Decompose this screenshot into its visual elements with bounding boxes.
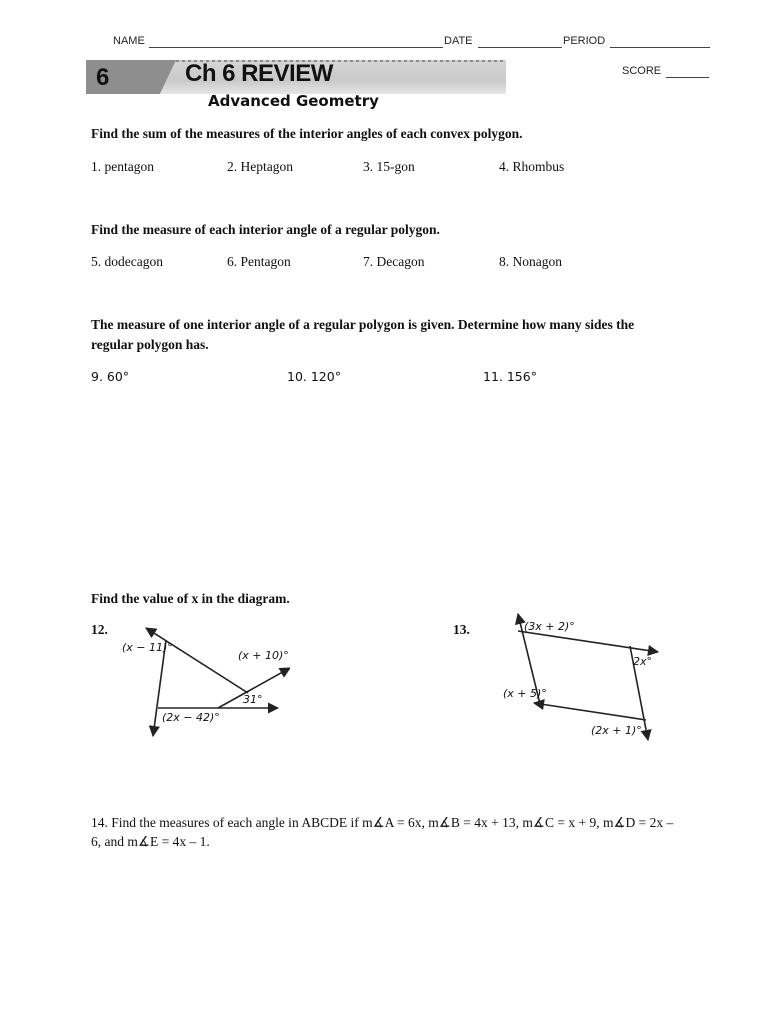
ray-top-13: [518, 631, 658, 652]
problem-13-number: 13.: [453, 622, 470, 637]
problem-10: 10. 120°: [287, 369, 341, 384]
date-label: DATE: [444, 35, 473, 47]
problem-9: 9. 60°: [91, 369, 130, 384]
score-field[interactable]: [666, 77, 709, 78]
label-2x-minus-42: (2x − 42)°: [162, 711, 220, 724]
problem-3: 3. 15-gon: [363, 159, 415, 174]
ray-top: [146, 628, 248, 693]
score-label: SCORE: [622, 65, 662, 77]
section1-instruction: Find the sum of the measures of the interior angles of each convex polygon.: [91, 126, 523, 141]
name-field[interactable]: [149, 47, 443, 48]
section3-instruction-line2: regular polygon has.: [91, 337, 209, 352]
page-title: Ch 6 REVIEW: [185, 60, 333, 87]
section2-instruction: Find the measure of each interior angle of a regular polygon.: [91, 222, 440, 237]
period-field[interactable]: [610, 47, 710, 48]
problem-8: 8. Nonagon: [499, 254, 562, 269]
problem-12-diagram: [110, 620, 290, 745]
problem-2: 2. Heptagon: [227, 159, 293, 174]
label-3x-plus-2: (3x + 2)°: [524, 620, 575, 633]
problem-6: 6. Pentagon: [227, 254, 291, 269]
label-x-minus-11: (x − 11)°: [122, 641, 173, 654]
problem-12-number: 12.: [91, 622, 108, 637]
problem-14-line1: 14. Find the measures of each angle in ABCDE if m∡A = 6x, m∡B = 4x + 13, m∡C = x + 9, m∡D = 2x –: [91, 815, 674, 830]
problem-14-line2: 6, and m∡E = 4x – 1.: [91, 834, 210, 849]
name-label: NAME: [113, 35, 145, 47]
label-x-plus-5: (x + 5)°: [503, 687, 547, 700]
page-subtitle: Advanced Geometry: [208, 92, 379, 110]
problem-11: 11. 156°: [483, 369, 537, 384]
problem-7: 7. Decagon: [363, 254, 425, 269]
label-2x: 2x°: [633, 655, 653, 668]
problem-5: 5. dodecagon: [91, 254, 163, 269]
problem-13-diagram: [498, 610, 660, 745]
period-label: PERIOD: [563, 35, 606, 47]
chapter-number: 6: [96, 64, 110, 91]
label-2x-plus-1: (2x + 1)°: [591, 724, 642, 737]
ray-bottom-13: [534, 703, 646, 720]
problem-4: 4. Rhombus: [499, 159, 565, 174]
label-31: 31°: [243, 693, 263, 706]
section4-instruction: Find the value of x in the diagram.: [91, 591, 290, 606]
date-field[interactable]: [478, 47, 562, 48]
problem-1: 1. pentagon: [91, 159, 154, 174]
label-x-plus-10: (x + 10)°: [238, 649, 289, 662]
section3-instruction-line1: The measure of one interior angle of a regular polygon is given. Determine how many sides the: [91, 317, 635, 332]
